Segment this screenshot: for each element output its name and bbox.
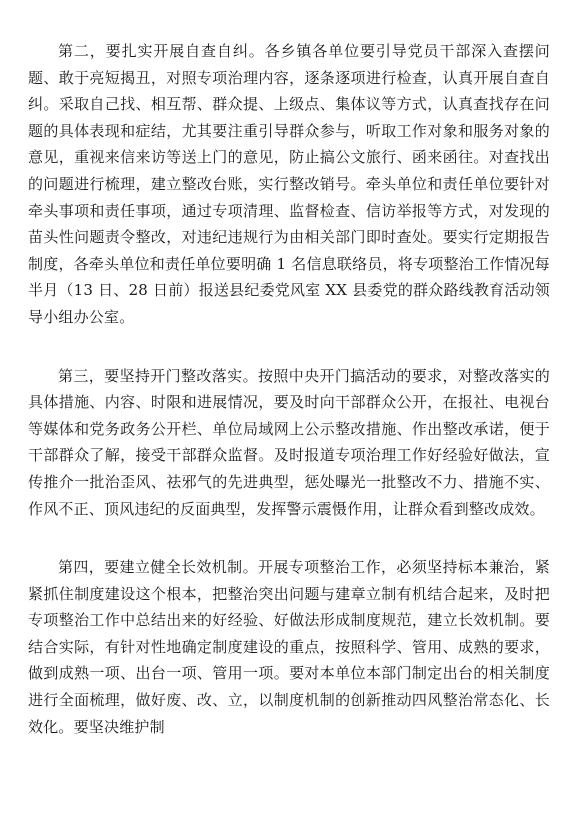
- paragraph-second-self-inspection: 第二，要扎实开展自查自纠。各乡镇各单位要引导党员干部深入查摆问题、敢于亮短揭丑，对照专项治理内容，逐条逐项进行检查，认真开展自查自纠。采取自己找、相互帮、群众提、上级点、集体议等方式，认真查找存在问题的具体表现和症结，尤其要注重引导群众参与，听取工作对象和服务对象的意见，重视来信来访等送上门的意见，防止搞公文旅行、函来函往。对查找出的问题进行梳理，建立整改台账，实行整改销号。牵头单位和责任单位要针对牵头事项和责任事项，通过专项清理、监督检查、信访举报等方式，对发现的苗头性问题责令整改，对违纪违规行为由相关部门即时查处。要实行定期报告制度，各牵头单位和责任单位要明确 1 名信息联络员，将专项整治工作情况每半月（13 日、28 日前）报送县纪委党风室 XX 县委党的群众路线教育活动领导小组办公室。: [28, 42, 550, 326]
- document-page: [28, 38, 550, 772]
- paragraph-third-open-rectification: 第三，要坚持开门整改落实。按照中央开门搞活动的要求，对整改落实的具体措施、内容、时限和进展情况，要及时向干部群众公开，在报社、电视台等媒体和党务政务公开栏、单位局域网上公示整改措施、作出整改承诺，便于干部群众了解，接受干部群众监督。及时报道专项治理工作好经验好做法，宣传推介一批治歪风、祛邪气的先进典型，惩处曝光一批整改不力、措施不实、作风不正、顶风违纪的反面典型，发挥警示震慑作用，让群众看到整改成效。: [28, 366, 550, 518]
- paragraph-fourth-long-term-mechanism: 第四，要建立健全长效机制。开展专项整治工作，必须坚持标本兼治，紧紧抓住制度建设这个根本，把整治突出问题与建章立制有机结合起来，及时把专项整治工作中总结出来的好经验、好做法形成制度规范，建立长效机制。要结合实际，有针对性地确定制度建设的重点，按照科学、管用、成熟的要求，做到成熟一项、出台一项、管用一项。要对本单位本部门制定出台的相关制度进行全面梳理，做好废、改、立，以制度机制的创新推动四风整治常态化、长效化。要坚决维护制: [28, 558, 550, 736]
